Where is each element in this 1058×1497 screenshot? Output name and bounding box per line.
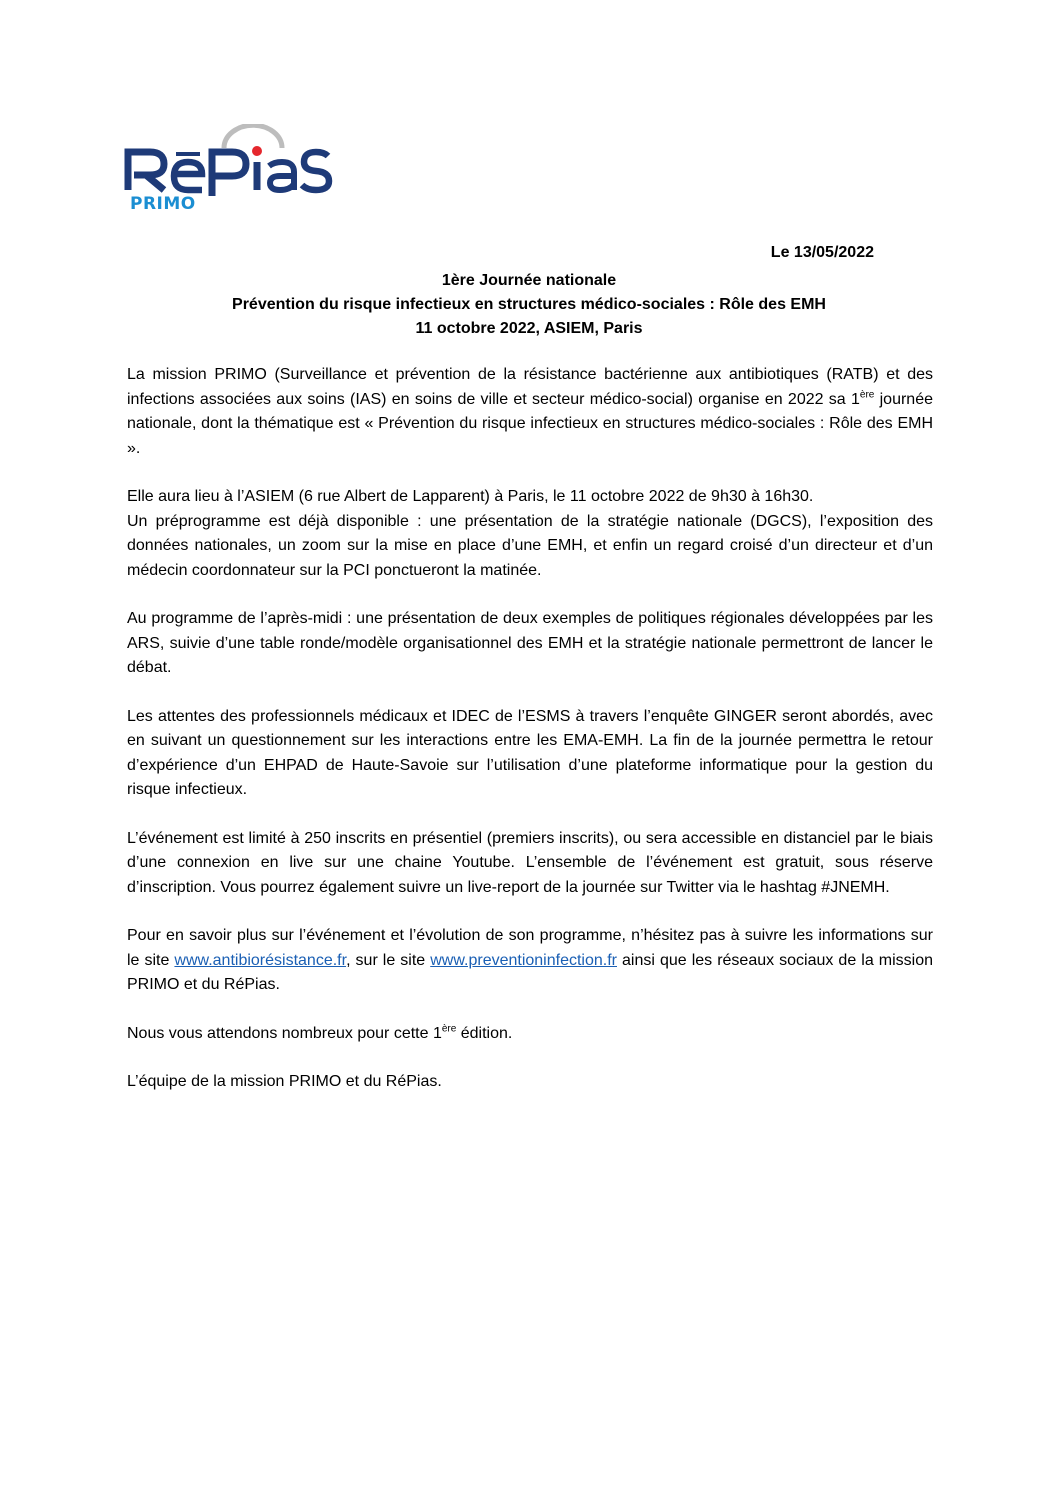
paragraph-registration: L’événement est limité à 250 inscrits en présentiel (premiers inscrits), ou sera accessible en distanciel par le biais d’une connexion en live sur une chaine Youtube. L’ensemble de l’événement est gratuit, sous réserve d’inscription. Vous pourrez également suivre un live-report de la journée sur Twitter via le hashtag #JNEMH. <box>127 829 933 896</box>
title-line-3: 11 octobre 2022, ASIEM, Paris <box>415 320 643 337</box>
paragraph-afternoon-program: Au programme de l’après-midi : une présentation de deux exemples de politiques régionales développées par les ARS, suivie d’une table ronde/modèle organisationnel des EMH et la stratégie nationale permettront de lancer le débat. <box>127 610 933 676</box>
document-title <box>120 269 938 341</box>
paragraph-signature: L’équipe de la mission PRIMO et du RéPias. <box>127 1073 442 1090</box>
title-line-2: Prévention du risque infectieux en structures médico-sociales : Rôle des EMH <box>232 296 826 313</box>
logo-subtitle: PRIMO <box>130 194 196 214</box>
paragraph-more-info: Pour en savoir plus sur l’événement et l’évolution de son programme, n’hésitez pas à suivre les informations sur le site www.antibiorésistance.fr, sur le site www.preventioninfection.fr ainsi que les réseaux sociaux de la mission PRIMO et du RéPias. <box>127 927 933 993</box>
document-date: Le 13/05/2022 <box>770 244 874 261</box>
paragraph-location: Elle aura lieu à l’ASIEM (6 rue Albert de Lapparent) à Paris, le 11 octobre 2022 de 9h30 à 16h30. <box>127 488 814 505</box>
superscript: ère <box>441 1023 457 1035</box>
document-body <box>127 363 933 1119</box>
paragraph-morning-program: Un préprogramme est déjà disponible : une présentation de la stratégie nationale (DGCS), l’exposition des données nationales, un zoom sur la mise en place d’une EMH, et enfin un regard croisé d’un directeur et d’un médecin coordonnateur sur la PCI ponctueront la matinée. <box>127 512 933 579</box>
link-preventioninfection[interactable]: www.preventioninfection.fr <box>430 951 617 969</box>
repias-wordmark-icon <box>124 124 334 199</box>
link-antibioresistance[interactable]: www.antibiorésistance.fr <box>174 951 347 969</box>
paragraph-expectations: Les attentes des professionnels médicaux et IDEC de l’ESMS à travers l’enquête GINGER seront abordés, avec en suivant un questionnement sur les interactions entre les EMA-EMH. La fin de la journée permettra le retour d’expérience d’un EHPAD de Haute-Savoie sur l’utilisation d’une plateforme informatique pour la gestion du risque infectieux. <box>127 707 933 798</box>
title-line-1: 1ère Journée nationale <box>441 272 617 289</box>
repias-primo-logo <box>124 124 334 224</box>
paragraph-intro: La mission PRIMO (Surveillance et prévention de la résistance bactérienne aux antibiotiques (RATB) et des infections associées aux soins (IAS) en soins de ville et secteur médico-social) organise en 2022 sa 1ère journée nationale, dont la thématique est « Prévention du risque infectieux en structures médico-sociales : Rôle des EMH ». <box>127 366 934 457</box>
superscript: ère <box>859 389 875 401</box>
paragraph-invitation: Nous vous attendons nombreux pour cette 1ère édition. <box>127 1023 513 1042</box>
